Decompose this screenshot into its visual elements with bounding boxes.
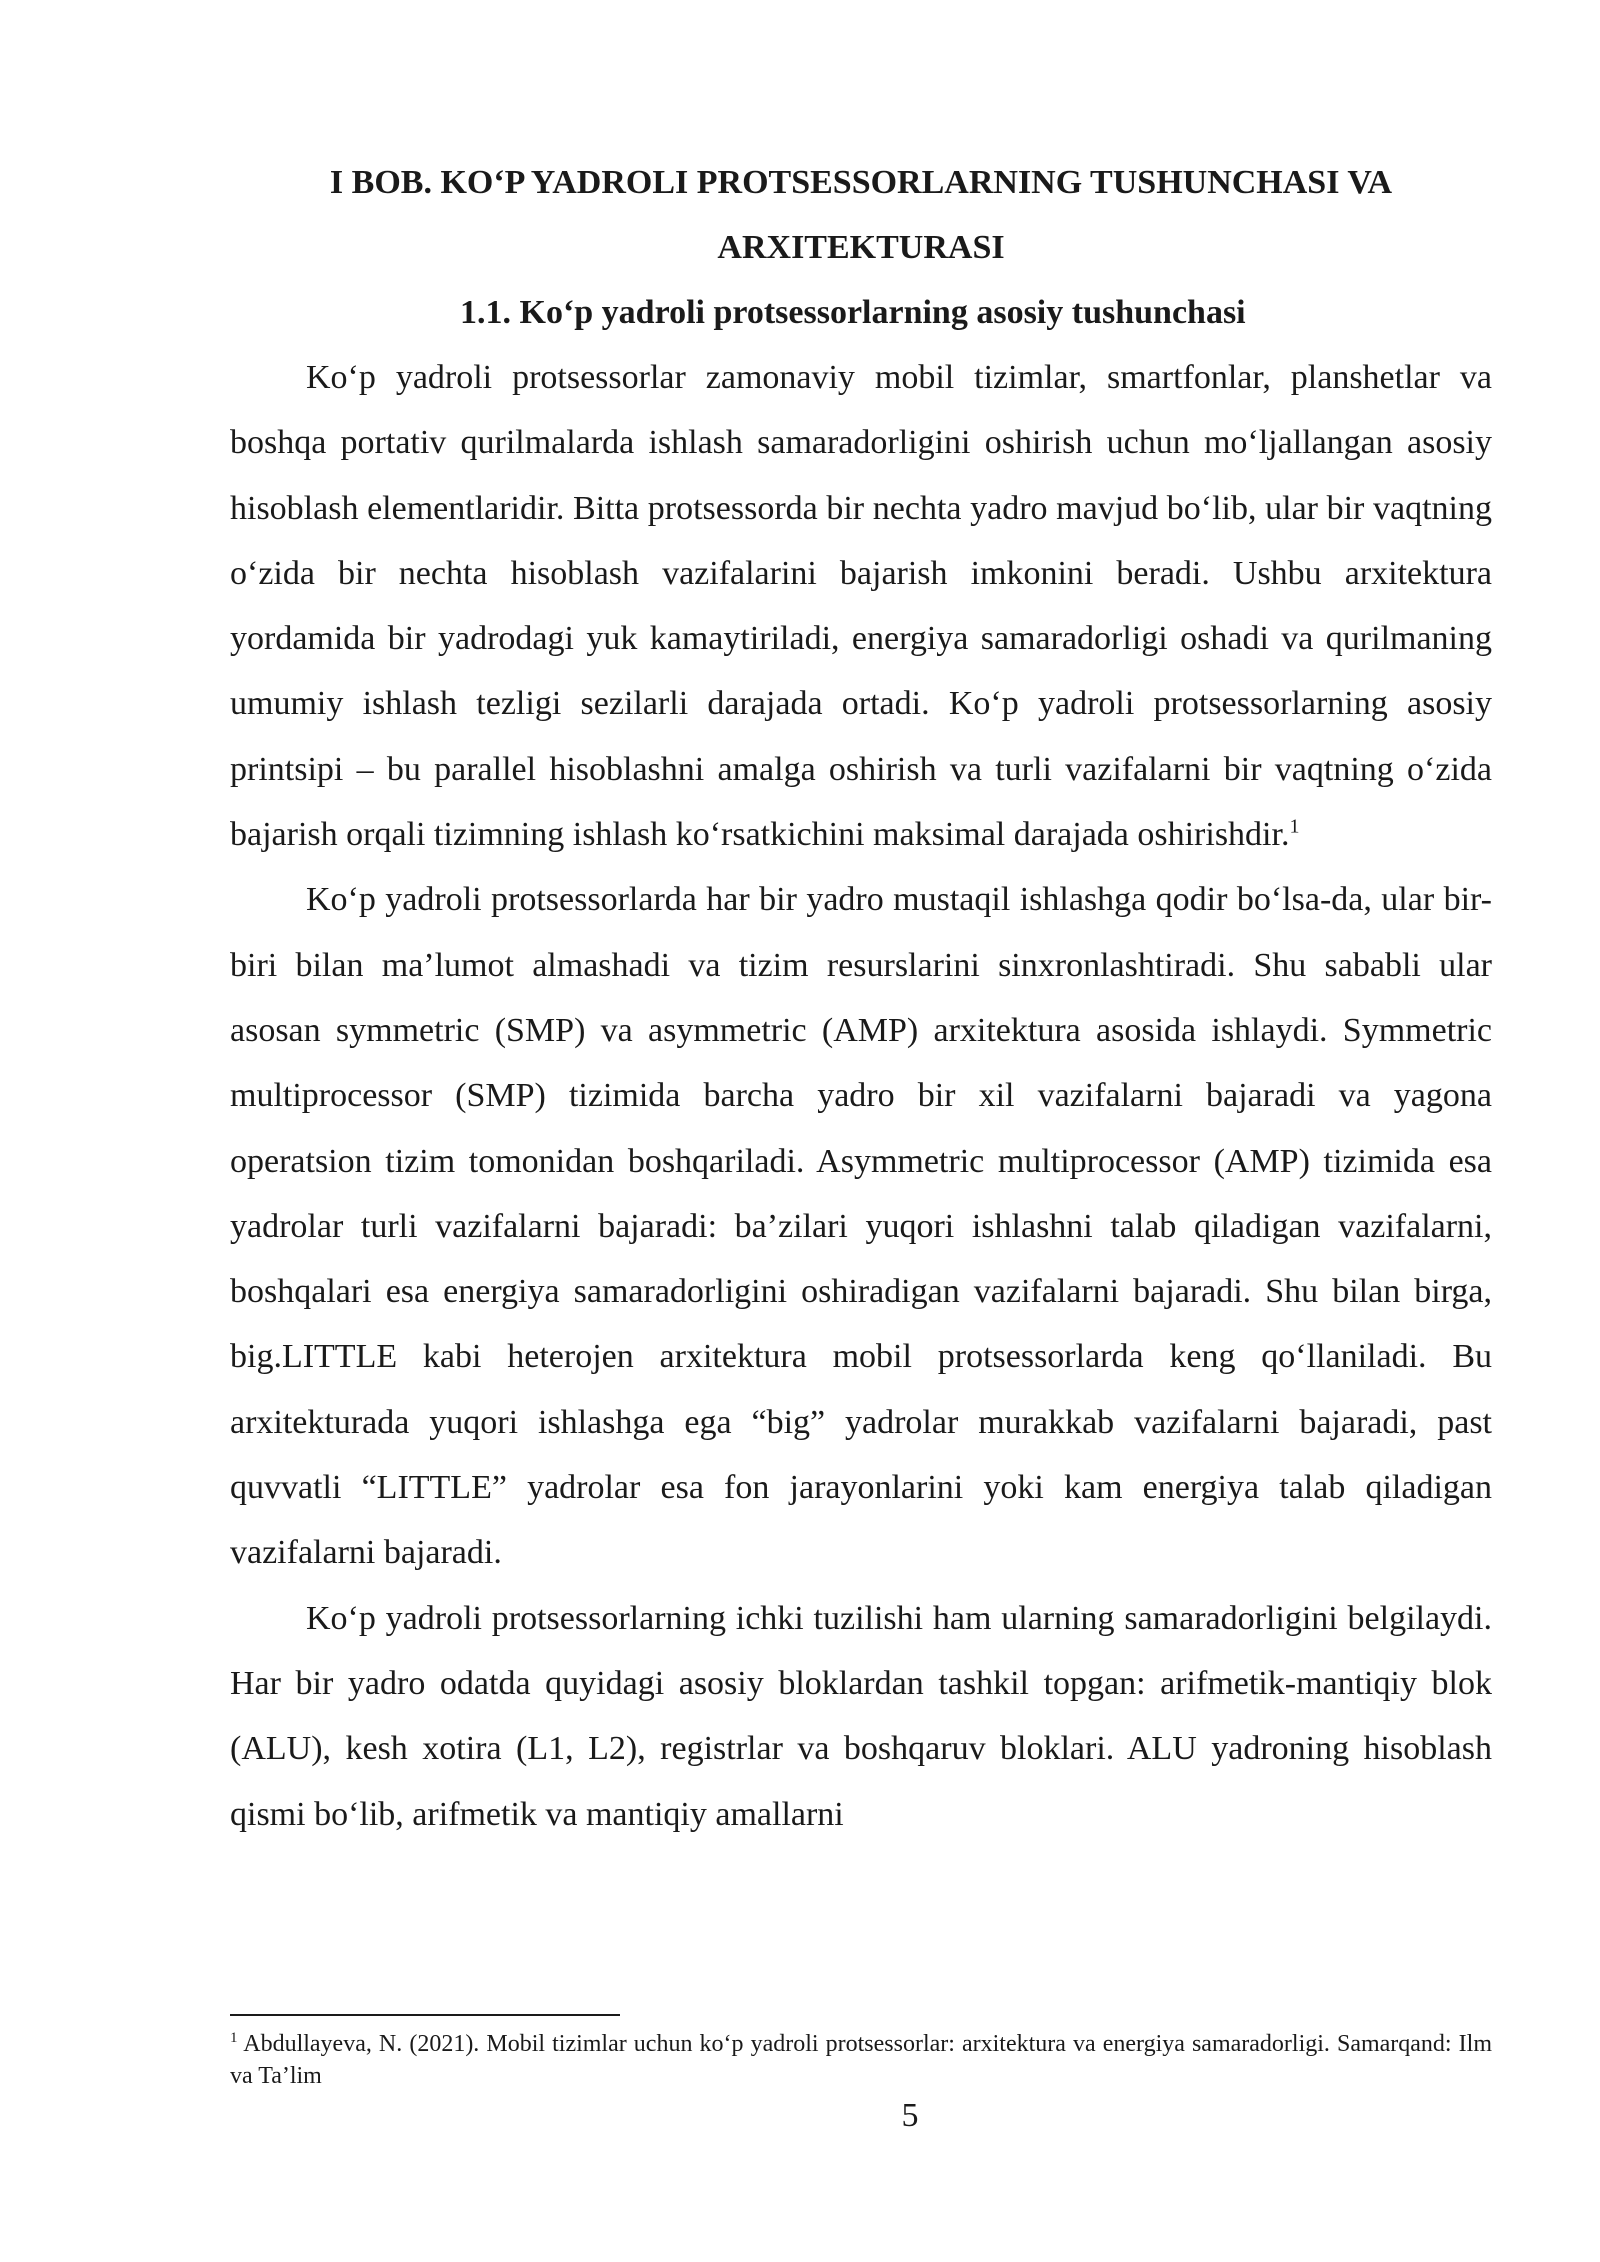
page-body <box>230 150 1492 1847</box>
paragraph-1 <box>230 345 1492 867</box>
paragraph-1-text: Ko‘p yadroli protsessorlar zamonaviy mobil tizimlar, smartfonlar, planshetlar va boshqa portativ qurilmalarda ishlash samaradorligini oshirish uchun mo‘ljallangan asosiy hisoblash elementlaridir. Bitta protsessorda bir nechta yadro mavjud bo‘lib, ular bir vaqtning o‘zida bir nechta hisoblash vazifalarini bajarish imkonini beradi. Ushbu arxitektura yordamida bir yadrodagi yuk kamaytiriladi, energiya samaradorligi oshadi va qurilmaning umumiy ishlash tezligi sezilarli darajada ortadi. Ko‘p yadroli protsessorlarning asosiy printsipi – bu parallel hisoblashni amalga oshirish va turli vazifalarni bir vaqtning o‘zida bajarish orqali tizimning ishlash ko‘rsatkichini maksimal darajada oshirishdir. <box>230 359 1492 854</box>
page-number: 5 <box>901 2097 919 2134</box>
chapter-title <box>230 150 1492 280</box>
chapter-title-line-1: I BOB. KO‘P YADROLI PROTSESSORLARNING TUSHUNCHASI VA <box>329 164 1393 201</box>
section-title: 1.1. Ko‘p yadroli protsessorlarning asosiy tushunchasi <box>460 294 1246 331</box>
footnote-reference: 1 <box>1289 815 1300 838</box>
footnote <box>230 2028 1492 2092</box>
footnote-separator <box>230 2014 620 2016</box>
paragraph-3: Ko‘p yadroli protsessorlarning ichki tuzilishi ham ularning samaradorligini belgilaydi. Har bir yadro odatda quyidagi asosiy bloklardan tashkil topgan: arifmetik-mantiqiy blok (ALU), kesh xotira (L1, L2), registrlar va boshqaruv bloklari. ALU yadroning hisoblash qismi bo‘lib, arifmetik va mantiqiy amallarni <box>230 1599 1492 1833</box>
footnote-text: Abdullayeva, N. (2021). Mobil tizimlar uchun ko‘p yadroli protsessorlar: arxitektura va energiya samaradorligi. Samarqand: Ilm va Ta’lim <box>230 2031 1492 2089</box>
footnote-marker: 1 <box>230 2030 238 2046</box>
paragraph-2: Ko‘p yadroli protsessorlarda har bir yadro mustaqil ishlashga qodir bo‘lsa-da, ular bir-biri bilan ma’lumot almashadi va tizim resurslarini sinxronlashtiradi. Shu sababli ular asosan symmetric (SMP) va asymmetric (AMP) arxitektura asosida ishlaydi. Symmetric multiprocessor (SMP) tizimida barcha yadro bir xil vazifalarni bajaradi va yagona operatsion tizim tomonidan boshqariladi. Asymmetric multiprocessor (AMP) tizimida esa yadrolar turli vazifalarni bajaradi: ba’zilari yuqori ishlashni talab qiladigan vazifalarni, boshqalari esa energiya samaradorligini oshiradigan vazifalarni bajaradi. Shu bilan birga, big.LITTLE kabi heterojen arxitektura mobil protsessorlarda keng qo‘llaniladi. Bu arxitekturada yuqori ishlashga ega “big” yadrolar murakkab vazifalarni bajaradi, past quvvatli “LITTLE” yadrolar esa fon jarayonlarini yoki kam energiya talab qiladigan vazifalarni bajaradi. <box>230 881 1492 1572</box>
chapter-title-line-2: ARXITEKTURASI <box>717 229 1005 266</box>
